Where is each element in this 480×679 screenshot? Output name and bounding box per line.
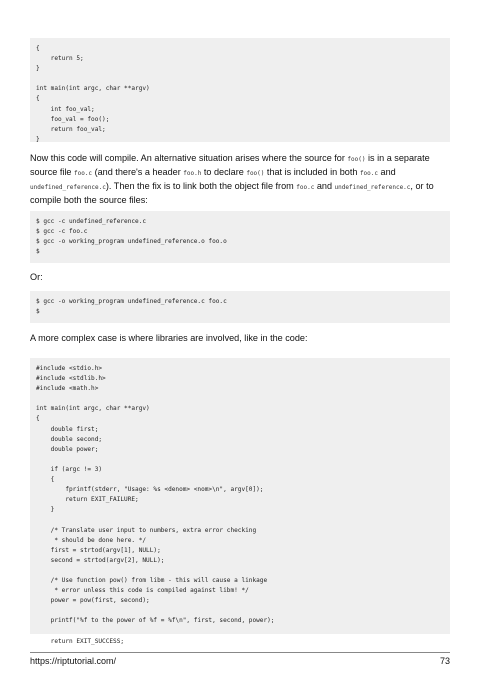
footer-divider — [30, 652, 450, 653]
code-block-foo-main: { return 5; } int main(int argc, char **argv) { int foo_val; foo_val = foo(); return foo_val; } — [30, 38, 450, 142]
code-block-libm-example: #include <stdio.h> #include <stdlib.h> #include <math.h> int main(int argc, char **argv) { double first; double second; double power; if (argc != 3) { fprintf(stderr, "Usage: %s <denom> <nom>\n", argv[0]); return EXIT_FAILURE; } /* Translate user input to numbers, extra error checking * should be done here. */ first = strtod(argv[1], NULL); second = strtod(argv[2], NULL); /* Use function pow() from libm - this will cause a linkage * error unless this code is compiled against libm! */ power = pow(first, second); printf("%f to the power of %f = %f\n", first, second, power); return EXIT_SUCCESS; — [30, 358, 450, 634]
page-number: 73 — [439, 656, 450, 666]
paragraph-or: Or: — [30, 272, 43, 282]
paragraph-separate-source: Now this code will compile. An alternative situation arises where the source for foo() is in a separate source file foo.c (and there's a header foo.h to declare foo() that is included in both foo.c and undefined_reference.c). Then the fix is to link both the object file from foo.c and undefined_reference.c, or to compile both the source files: — [30, 153, 434, 205]
code-block-gcc-combined: $ gcc -o working_program undefined_reference.c foo.c $ — [30, 291, 450, 323]
footer-url: https://riptutorial.com/ — [30, 656, 117, 666]
paragraph-libraries: A more complex case is where libraries are involved, like in the code: — [30, 333, 308, 343]
code-block-gcc-separate: $ gcc -c undefined_reference.c $ gcc -c foo.c $ gcc -o working_program undefined_reference.o foo.o $ — [30, 211, 450, 263]
